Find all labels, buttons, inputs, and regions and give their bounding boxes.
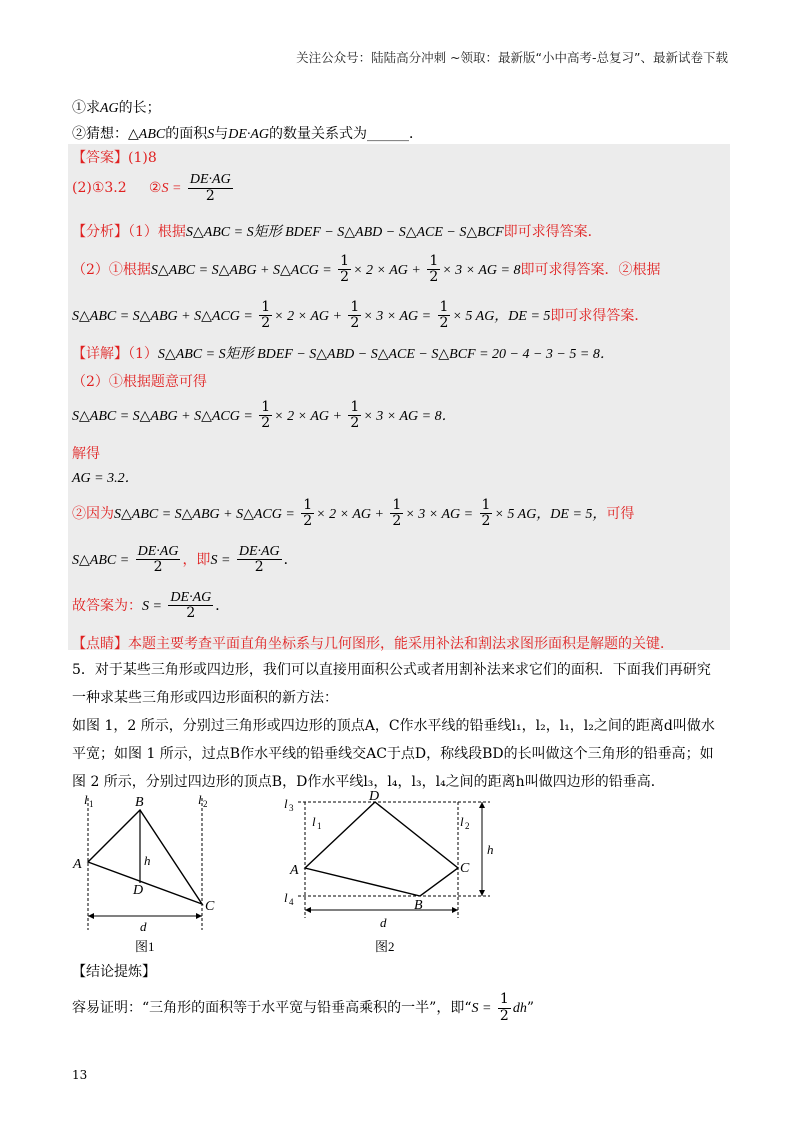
analysis-l1-expr: S△ABC = S矩形 BDEF − S△ABD − S△ACE − S△BCF	[185, 225, 504, 240]
detail-final-pre: 故答案为：	[72, 597, 142, 614]
analysis-line-3	[72, 300, 648, 332]
detail-l4-b: × 2 × AG +	[316, 506, 384, 522]
detail-final-end: ．	[215, 597, 230, 614]
comment-label: 【点睛】	[72, 636, 128, 652]
half-den: 2	[439, 315, 449, 332]
q2-mid1: 的面积	[165, 126, 208, 142]
frac-den: 2	[186, 605, 196, 622]
conclusion-close: ”	[526, 1000, 534, 1016]
q2-suffix: 的数量关系式为______．	[269, 126, 424, 142]
conclusion-num: 1	[499, 991, 509, 1008]
fig2-l2-sub: 2	[465, 821, 470, 831]
problem-5	[72, 656, 728, 796]
problem5-p3: 如图 1，2 所示，分别过三角形或四边形的顶点A，C作水平线的铅垂线l₁，l₂，l₁，l₂之间的距离d叫做水	[72, 718, 715, 734]
fig1-l2-sub: 2	[203, 799, 208, 809]
analysis-l2-expr-a: S△ABC = S△ABG + S△ACG =	[150, 262, 332, 278]
half-den: 2	[481, 513, 491, 530]
detail-label: 【详解】	[72, 346, 128, 362]
question-2	[72, 124, 423, 145]
half-fraction	[390, 498, 403, 530]
analysis-l1-post: 即可求得答案．	[503, 224, 602, 240]
deag-fraction	[237, 544, 282, 576]
frac-num: DE·AG	[238, 544, 280, 559]
fig2-l4-sub: 4	[289, 897, 294, 907]
fig2-l3: l	[284, 796, 288, 811]
detail-l4-d: × 5 AG，DE = 5，	[494, 506, 607, 522]
comment-line	[72, 634, 674, 654]
comment-text: 本题主要考查平面直角坐标系与几何图形，能采用补法和割法求图形面积是解题的关键．	[128, 636, 674, 652]
half-num: 1	[429, 253, 439, 269]
fig1-l2: l	[198, 792, 202, 807]
detail-l3-b: × 2 × AG +	[274, 408, 342, 424]
detail-l5-a: S△ABC =	[72, 552, 130, 568]
fig1-l1: l	[84, 792, 88, 807]
half-fraction	[427, 254, 440, 286]
analysis-l3-expr-a: S△ABC = S△ABG + S△ACG =	[72, 308, 253, 324]
fig1-label-d: D	[133, 883, 144, 898]
fig2-label-a: A	[290, 863, 299, 878]
analysis-l3-expr-d: × 5 AG，DE = 5	[452, 308, 551, 324]
fig2-l1-sub: 1	[317, 821, 322, 831]
half-den: 2	[303, 513, 313, 530]
half-fraction	[338, 254, 351, 286]
fig2-caption: 图2	[375, 939, 395, 954]
figure-1	[60, 788, 230, 963]
conclusion-dh: dh	[512, 1001, 527, 1016]
fig2-label-b: B	[414, 898, 423, 913]
answer-part1: (1)8	[128, 150, 157, 166]
fig2-l2: l	[460, 814, 464, 829]
detail-line-3	[72, 400, 456, 432]
half-fraction	[348, 400, 361, 432]
page-number: 13	[72, 1068, 88, 1082]
half-den: 2	[261, 415, 271, 432]
conclusion-den: 2	[499, 1007, 509, 1024]
detail-line-2: （2）①根据题意可得	[72, 374, 207, 390]
analysis-l3-expr-b: × 2 × AG +	[274, 308, 342, 324]
fig1-label-a: A	[73, 857, 82, 872]
q2-s: S	[207, 127, 215, 142]
half-fraction	[438, 300, 451, 332]
q2-prefix: ②猜想：	[72, 126, 128, 142]
q2-expr: DE·AG	[228, 127, 270, 142]
analysis-l1-pre: （1）根据	[128, 224, 186, 240]
half-num: 1	[350, 399, 360, 415]
detail-l4-pre: ②因为	[72, 505, 114, 522]
half-fraction	[259, 400, 272, 432]
half-num: 1	[340, 253, 350, 269]
fig1-label-c: C	[205, 899, 215, 914]
half-fraction	[259, 300, 272, 332]
conclusion-label: 【结论提炼】	[72, 964, 156, 980]
detail-l4-c: × 3 × AG =	[405, 506, 474, 522]
half-num: 1	[439, 299, 449, 315]
conclusion-fraction	[498, 992, 511, 1024]
conclusion-s: S =	[471, 1001, 492, 1016]
answer-line-1	[72, 148, 157, 168]
analysis-l2-expr-c: × 3 × AG = 8	[442, 262, 521, 278]
deag-fraction	[136, 544, 181, 576]
q1-label: ①求	[72, 100, 100, 116]
detail-ag	[72, 468, 139, 489]
fig1-label-b: B	[135, 795, 144, 810]
deag-fraction	[168, 590, 213, 622]
q2-mid2: 与	[214, 126, 229, 142]
detail-l3-c: × 3 × AG = 8．	[363, 408, 456, 424]
half-den: 2	[350, 415, 360, 432]
question-1	[72, 98, 161, 119]
conclusion-text: 容易证明：“三角形的面积等于水平宽与铅垂高乘积的一半”，即“	[72, 1000, 472, 1016]
fig2-label-h: h	[487, 842, 494, 857]
answer-part2a: (2)①3.2	[72, 180, 127, 196]
half-den: 2	[429, 269, 439, 286]
analysis-l3-expr-c: × 3 × AG =	[363, 308, 432, 324]
fig2-label-d-width: d	[380, 915, 387, 930]
problem5-p2: 一种求某些三角形或四边形面积的新方法：	[72, 690, 338, 706]
fig2-l3-sub: 3	[289, 803, 294, 813]
fig1-label-h: h	[144, 853, 151, 868]
frac-den: 2	[153, 559, 163, 576]
detail-final	[72, 590, 229, 622]
problem5-p1: 5．对于某些三角形或四边形，我们可以直接用面积公式或者用割补法来求它们的面积．下面我们再研究	[72, 662, 711, 678]
half-fraction	[480, 498, 493, 530]
analysis-line-2	[72, 254, 661, 286]
analysis-label: 【分析】	[72, 224, 128, 240]
fig1-l1-sub: 1	[89, 799, 94, 809]
half-den: 2	[261, 315, 271, 332]
detail-l5-mid: ，即	[182, 551, 211, 568]
half-den: 2	[350, 315, 360, 332]
q1-suffix: 的长；	[118, 100, 161, 116]
frac-num: DE·AG	[170, 590, 212, 605]
answer-line-2	[72, 170, 235, 207]
half-den: 2	[340, 269, 350, 286]
half-fraction	[301, 498, 314, 530]
half-num: 1	[261, 399, 271, 415]
detail-final-expr: S =	[142, 598, 162, 614]
fig2-label-d: D	[369, 789, 380, 804]
detail-l3-a: S△ABC = S△ABG + S△ACG =	[72, 408, 253, 424]
detail-l4-post: 可得	[606, 505, 635, 522]
detail-l5-end: ．	[283, 551, 298, 568]
conclusion-line	[72, 992, 534, 1025]
page-header: 关注公众号：陆陆高分冲刺 ~领取：最新版“小中高考-总复习”、最新试卷下载	[296, 50, 728, 65]
fig1-label-d-width: d	[140, 919, 147, 934]
half-num: 1	[350, 299, 360, 315]
q2-tri: △ABC	[128, 127, 166, 142]
detail-l4-a: S△ABC = S△ABG + S△ACG =	[114, 506, 295, 522]
half-fraction	[348, 300, 361, 332]
detail-l1-pre: （1）	[128, 346, 158, 362]
half-num: 1	[392, 497, 402, 513]
fig1-caption: 图1	[135, 939, 155, 954]
frac-num: DE·AG	[137, 544, 179, 559]
detail-line-1	[72, 344, 614, 365]
analysis-l3-post: 即可求得答案．	[550, 307, 649, 324]
fig2-l1: l	[312, 814, 316, 829]
problem5-p4: 平宽；如图 1 所示，过点B作水平线的铅垂线交AC于点D，称线段BD的长叫做这个三角形的铅垂高；如	[72, 746, 714, 762]
q1-var: AG	[100, 101, 119, 116]
answer-fraction	[188, 172, 233, 204]
detail-l5-b: S =	[210, 552, 231, 568]
answer-label: 【答案】	[72, 150, 128, 166]
answer-s: S =	[161, 181, 182, 196]
figure-2	[280, 788, 505, 963]
problem5-p5: 图 2 所示，分别过四边形的顶点B，D作水平线l₃，l₄，l₃，l₄之间的距离h叫做四边形的铅垂高．	[72, 774, 665, 790]
half-den: 2	[392, 513, 402, 530]
analysis-l2-pre: （2）①根据	[72, 261, 151, 278]
fig2-label-c: C	[460, 861, 470, 876]
detail-line-4	[72, 498, 634, 530]
analysis-l2-expr-b: × 2 × AG +	[353, 262, 421, 278]
analysis-l2-post: 即可求得答案．②根据	[520, 261, 661, 278]
frac-den: 2	[205, 187, 215, 204]
half-num: 1	[481, 497, 491, 513]
frac-den: 2	[254, 559, 264, 576]
frac-num: DE·AG	[189, 172, 231, 188]
half-num: 1	[303, 497, 313, 513]
detail-l1-expr: S△ABC = S矩形 BDEF − S△ABD − S△ACE − S△BCF = 20 − 4 − 3 − 5 = 8．	[157, 347, 614, 362]
half-num: 1	[261, 299, 271, 315]
detail-line-5	[72, 544, 298, 576]
answer-part2b: ②	[148, 180, 162, 196]
fig2-l4: l	[284, 890, 288, 905]
detail-solve: 解得	[72, 446, 100, 462]
detail-ag-value: AG = 3.2．	[72, 471, 139, 486]
analysis-line-1	[72, 222, 602, 243]
